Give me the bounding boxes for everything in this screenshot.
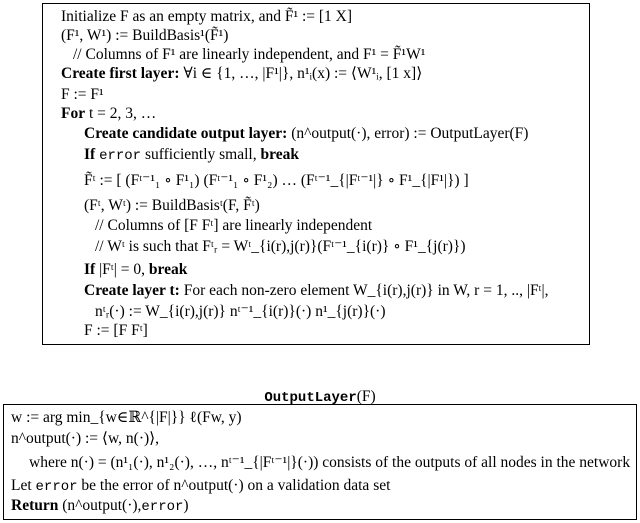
return-expr: (n^output(·), <box>62 497 142 514</box>
candidate-output-keyword: Create candidate output layer: <box>84 125 288 142</box>
if-keyword-1: If <box>84 146 96 163</box>
output-line-1-text: w := arg min_{w∈ℝ^{|F|}} ℓ(Fw, y) <box>11 409 242 426</box>
algo-comment-1 <box>73 46 425 64</box>
algo-line-5 <box>61 86 104 104</box>
output-line-4 <box>11 477 390 496</box>
create-first-layer-expr: ∀i ∈ {1, …, |F¹|}, n¹ᵢ(x) := ⟨W¹ᵢ, [1 x]⟩ <box>183 65 423 82</box>
algo-line-15-text: nᵗᵣ(·) := W_{i(r),j(r)} nᵗ⁻¹_{i(r)}(·) n¹_{j(r)}(·) <box>95 303 386 320</box>
output-line-2 <box>11 430 159 448</box>
algo-line-10-text: (Fᵗ, Wᵗ) := BuildBasisᵗ(F, F̃ᵗ) <box>84 197 260 214</box>
output-line-3 <box>29 454 630 472</box>
algo-line-1 <box>61 8 352 26</box>
algo-comment-3 <box>95 238 466 256</box>
algo-line-6 <box>61 105 156 123</box>
candidate-output-expr: (n^output(·), error) := OutputLayer(F) <box>291 125 529 142</box>
output-layer-title-arg: (F) <box>356 388 376 405</box>
algo-line-2 <box>61 27 228 45</box>
output-line-3-expr: where n(·) = (n¹₁(·), n¹₂(·), …, nᵗ⁻¹_{|Fᵗ⁻¹|}(·)) <box>29 454 319 471</box>
algo-line-7 <box>84 125 528 143</box>
break-keyword-2: break <box>148 261 188 278</box>
break-keyword-1: break <box>260 146 299 163</box>
algo-comment-2-text: // Columns of [F Fᵗ] are linearly independent <box>95 217 373 234</box>
error-variable-1: error <box>99 148 142 164</box>
for-keyword: For <box>61 105 86 122</box>
algo-line-4 <box>61 65 422 83</box>
let-word: Let <box>11 477 32 494</box>
algo-line-5-text: F := F¹ <box>61 86 104 103</box>
algo-line-16 <box>84 322 148 340</box>
algo-line-13 <box>84 261 187 279</box>
algo-line-8 <box>84 146 299 165</box>
algo-line-1-text: Initialize F as an empty matrix, and F̃¹ := [1 X] <box>61 8 353 25</box>
error-variable-2: error <box>35 479 78 495</box>
sufficiently-small-text: sufficiently small, <box>144 146 257 163</box>
output-layer-title: OutputLayer <box>264 390 357 406</box>
create-layer-keyword: Create layer t: <box>84 282 180 299</box>
algo-comment-1-text: // Columns of F¹ are linearly independent, and F¹ = F̃¹W¹ <box>73 46 426 63</box>
output-line-1 <box>11 409 242 427</box>
algo-comment-2 <box>95 217 372 235</box>
algo-line-15 <box>95 303 386 321</box>
return-close-paren: ) <box>183 497 189 514</box>
error-variable-3: error <box>141 499 184 515</box>
if-keyword-2: If <box>84 261 96 278</box>
algo-line-2-text: (F¹, W¹) := BuildBasis¹(F̃¹) <box>61 27 229 44</box>
algo-line-9 <box>84 172 469 190</box>
output-line-3-text: consists of the outputs of all nodes in the network <box>322 454 631 471</box>
output-line-2-text: n^output(·) := ⟨w, n(·)⟩, <box>11 430 160 447</box>
for-range: t = 2, 3, … <box>88 105 157 122</box>
algo-line-16-text: F := [F Fᵗ] <box>84 322 148 339</box>
empty-layer-condition: |Fᵗ| = 0, <box>99 261 145 278</box>
algo-line-14 <box>84 282 549 300</box>
output-line-4-text: be the error of n^output(·) on a validation data set <box>81 477 391 494</box>
return-keyword: Return <box>11 497 59 514</box>
create-layer-expr: For each non-zero element W_{i(r),j(r)} in W, r = 1, .., |Fᵗ|, <box>183 282 549 299</box>
output-line-5 <box>11 497 189 516</box>
create-first-layer-keyword: Create first layer: <box>61 65 180 82</box>
algo-line-10 <box>84 197 260 215</box>
algo-comment-3-text: // Wᵗ is such that Fᵗᵣ = Wᵗ_{i(r),j(r)}(Fᵗ⁻¹_{i(r)} ∘ F¹_{j(r)}) <box>95 238 466 255</box>
algo-line-9-text: F̃ᵗ := [ (Fᵗ⁻¹₁ ∘ F¹₁) (Fᵗ⁻¹₁ ∘ F¹₂) … (Fᵗ⁻¹_{|Fᵗ⁻¹|} ∘ F¹_{|F¹|}) ] <box>84 172 469 189</box>
